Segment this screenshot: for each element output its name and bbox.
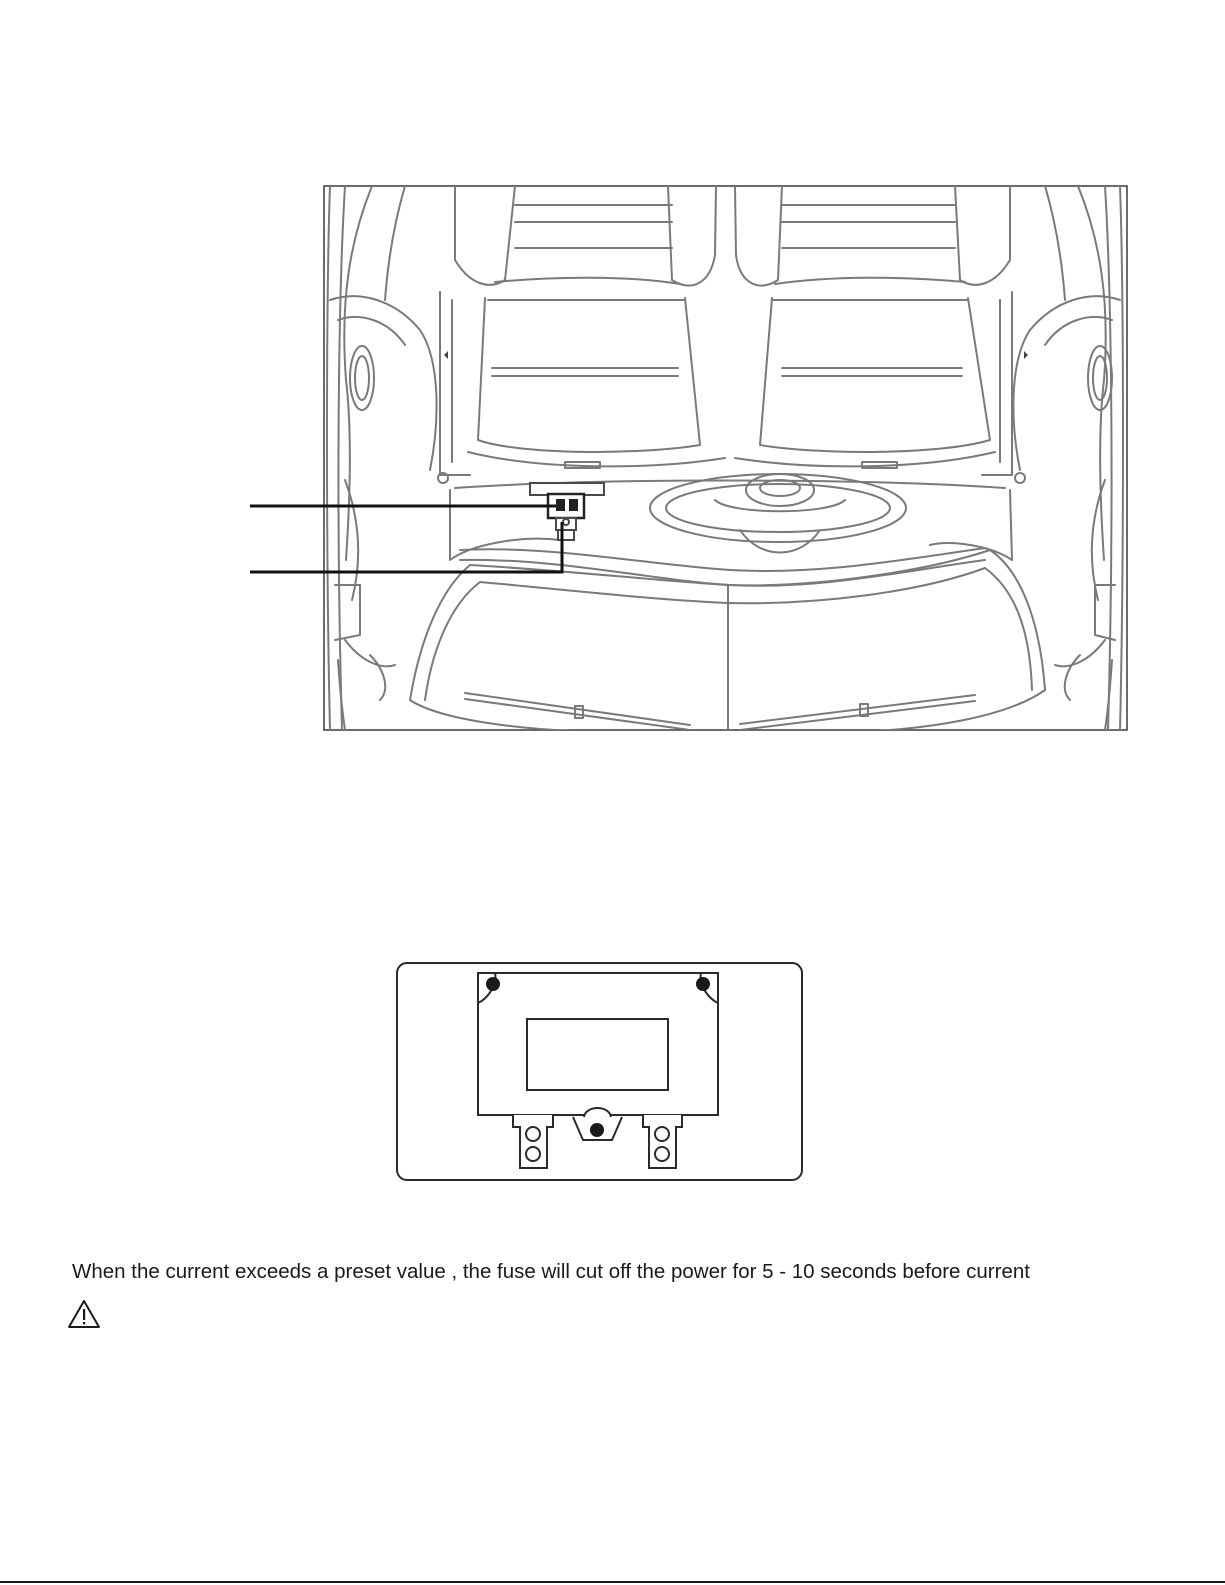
warning-triangle-icon <box>66 1298 102 1330</box>
fuse-terminal-right <box>643 1115 682 1168</box>
vehicle-interior-diagram <box>0 0 1225 760</box>
page-bottom-rule <box>0 1581 1225 1583</box>
mounting-hole-right <box>696 977 710 991</box>
fuse-note-text: When the current exceeds a preset value , the fuse will cut off the power for 5 - 10 seconds before current <box>72 1259 1030 1283</box>
fuse-terminal-left <box>513 1115 553 1168</box>
fuse-detail-diagram <box>390 955 810 1195</box>
fuse-detail-frame <box>397 963 802 1180</box>
mounting-hole-left <box>486 977 500 991</box>
